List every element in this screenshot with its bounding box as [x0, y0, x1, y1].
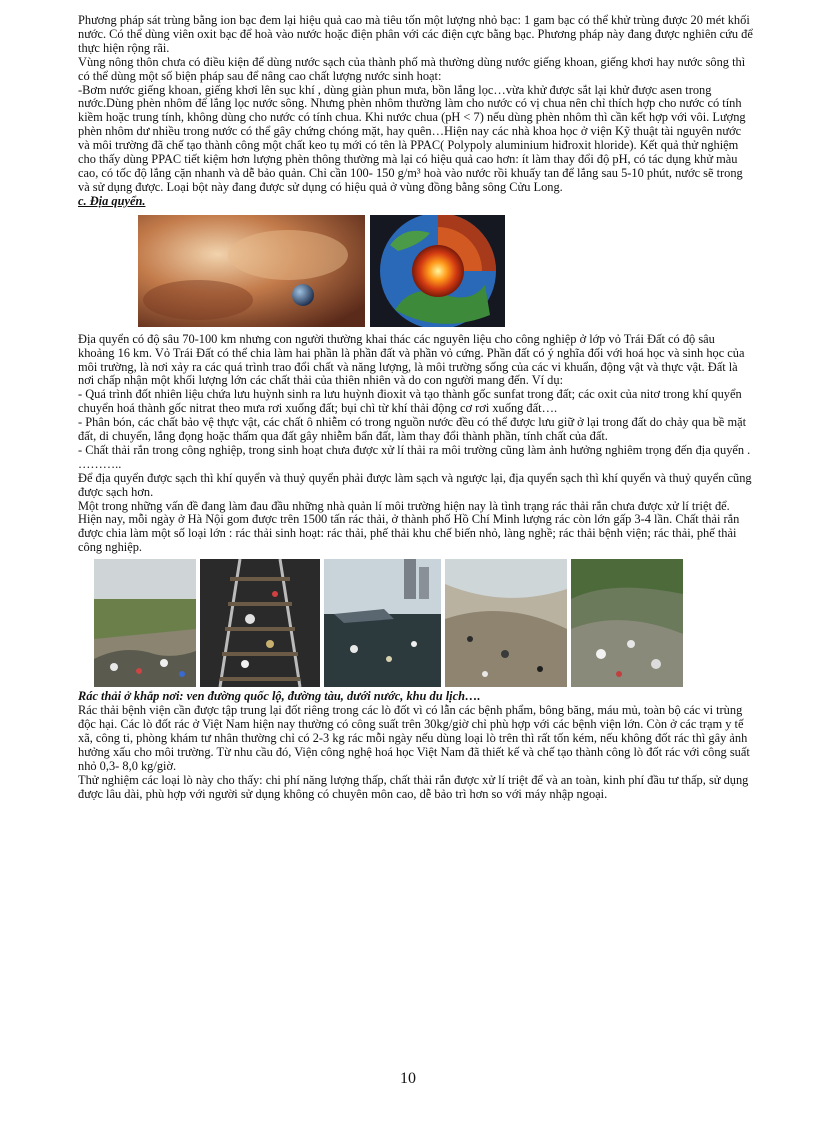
paragraph-solid-waste-problem: Một trong những vấn đề đang làm đau đầu những nhà quản lí môi trường hiện nay là tình trạng rác thải rắn chưa được xử lí triệt để. Hiện nay, mỗi ngày ở Hà Nội gom được trên 1500 tấn rác thải, ở thành phố Hồ Chí Minh lượng rác còn lớn gấp 3-4 lần. Chất thải rắn được chia làm một số loại lớn : rác thải sinh hoạt: rác thải, phế thải khu chế biến nhỏ, làng nghề; rác thải bệnh viện; rác thải, phế thải công nghiệp. [78, 498, 740, 555]
paragraph-well-water-treatment: -Bơm nước giếng khoan, giếng khơi lên sục khí , dùng giàn phun mưa, bồn lắng lọc…vừa khử được sắt lại khử được asen trong nước.Dùng phèn nhôm để lắng lọc nước sông. Nhưng phèn nhôm thường làm cho nước có vị chua nên chỉ thích hợp cho nước có tính kiềm hoặc trung tính, không dùng cho nước có tính chua. Khi nước chua (pH < 7) nếu dùng phèn nhôm thì cần kết hợp với vôi. Lượng phèn nhôm dư nhiều trong nước có thể gây chứng chóng mặt, hay quên…Hiện nay các nhà khoa học ở viện Kỹ thuật tài nguyên nước và môi trường đã chế tạo thành công một chất keo tụ mới có tên là PPAC( Polypoly aluminium hiđroxit hloride). Kết quả thử nghiệm cho thấy dùng PPAC tiết kiệm hơn lượng phèn thông thường mà lại có hiệu quả cao hơn: ít làm thay đổi độ pH, có tác dụng khử màu cao, có tốc độ lắng cặn nhanh và dễ bảo quản. Chỉ cần 100- 150 g/m³ hoà vào nước rồi khuấy tan để lắng sau 5-10 phút, nước sẽ trong và sử dụng được. Loại bột này đang được sử dụng có hiệu quả ở vùng đồng bằng sông Cửu Long. [78, 82, 746, 194]
paragraph-silver-disinfection: Phương pháp sát trùng bằng ion bạc đem lại hiệu quả cao mà tiêu tốn một lượng nhỏ bạc: 1 gam bạc có thể khử trùng được 20 mét khối nước. Có thể dùng viên oxit bạc để hoà vào nước hoặc điện phân với các điện cực bằng bạc. Phương pháp này đang được nghiên cứu để thực hiện rộng rãi. [78, 13, 753, 55]
document-page [78, 14, 754, 801]
nebula-planet-image [138, 215, 365, 327]
water-waste-image [324, 559, 441, 687]
landfill-waste-image [571, 559, 683, 687]
paragraph-incinerator-test: Thử nghiệm các loại lò này cho thấy: chi phí năng lượng thấp, chất thải rắn được xử lí triệt để và an toàn, kinh phí đầu tư thấp, sử dụng được lâu dài, phù hợp với người sử dụng không có chuyên môn cao, dễ bảo trì hơn so với máy nhập ngoại. [78, 772, 749, 801]
bullet-fertilizer: - Phân bón, các chất bảo vệ thực vật, các chất ô nhiễm có trong nguồn nước đều có thể được lưu giữ ở lại trong đất do chảy qua bề mặt đất, di chuyển, lắng đọng hoặc thấm qua đất gây nhiễm bẩn đất, làm thay đổi thành phần, tính chất của đất. [78, 415, 747, 444]
earth-cross-section-image [370, 215, 505, 327]
paragraph-rural-water: Vùng nông thôn chưa có điều kiện để dùng nước sạch của thành phố mà thường dùng nước giếng khoan, giếng khơi hay nước sông thì có thể dùng một số biện pháp sau để nâng cao chất lượng nước sinh hoạt: [78, 54, 746, 83]
railway-waste-image [200, 559, 320, 687]
waste-image-row [94, 559, 754, 687]
roadside-waste-image [94, 559, 196, 687]
waste-images-caption: Rác thải ở khắp nơi: ven đường quốc lộ, đường tàu, dưới nước, khu du lịch…. [78, 689, 481, 704]
bullet-fuel-combustion: - Quá trình đốt nhiên liệu chứa lưu huỳnh sinh ra lưu huỳnh đioxit và tạo thành gốc sunfat trong đất; các oxit của nitơ trong khí quyển chuyển hoá thành gốc nitrat theo mưa rơi xuống đất; bụi chì từ khí thải động cơ rơi xuống đất…. [78, 387, 742, 416]
section-heading: c. Địa quyển. [78, 193, 146, 208]
paragraph-clean-geosphere: Để địa quyển được sạch thì khí quyển và thuỷ quyển phải được làm sạch và ngược lại, địa quyển sạch thì khí quyển và thuỷ quyển cũng được sạch hơn. [78, 470, 752, 499]
page-number: 10 [400, 1070, 416, 1087]
beach-waste-image [445, 559, 567, 687]
ellipsis-line: ……….. [78, 456, 122, 471]
geosphere-image-row [138, 215, 754, 327]
bullet-solid-waste: - Chất thải rắn trong công nghiệp, trong sinh hoạt chưa được xử lí thải ra môi trường cũng làm ảnh hưởng nghiêm trọng đến địa quyển . [78, 442, 751, 457]
paragraph-geosphere-depth: Địa quyển có độ sâu 70-100 km nhưng con người thường khai thác các nguyên liệu cho công nghiệp ở lớp vỏ Trái Đất có độ sâu khoảng 16 km. Vỏ Trái Đất có thể chia làm hai phần là phần đất và phần vỏ cứng. Phần đất có ý nghĩa đối với hoá học và sinh học của môi trường, là nơi xảy ra các quá trình trao đổi chất và năng lượng, là môi trường sống của các vi khuẩn, động vật và thực vật. Đất là nơi chấp nhận một khối lượng lớn các chất thải của thiên nhiên và do con người mang đến. Ví dụ: [78, 331, 745, 388]
paragraph-hospital-waste: Rác thải bệnh viện cần được tập trung lại đốt riêng trong các lò đốt vì có lẫn các bệnh phẩm, bông băng, máu mủ, toàn bộ các vi trùng độc hại. Các lò đốt rác ở Việt Nam hiện nay thường có công suất trên 30kg/giờ chỉ phù hợp với các bệnh viện lớn. Còn ở các trạm y tế xã, công ti, phòng khám tư nhân thường chỉ có 2-3 kg rác mỗi ngày nếu dùng loại lò trên thì rất tốn kém, nếu không đốt rác thì gây ảnh hưởng xấu cho môi trường. Từ nhu cầu đó, Viện công nghệ hoá học Việt Nam đã thiết kế và chế tạo thành công lò đốt rác với công suất nhỏ 0,3- 8,0 kg/giờ. [78, 703, 750, 773]
